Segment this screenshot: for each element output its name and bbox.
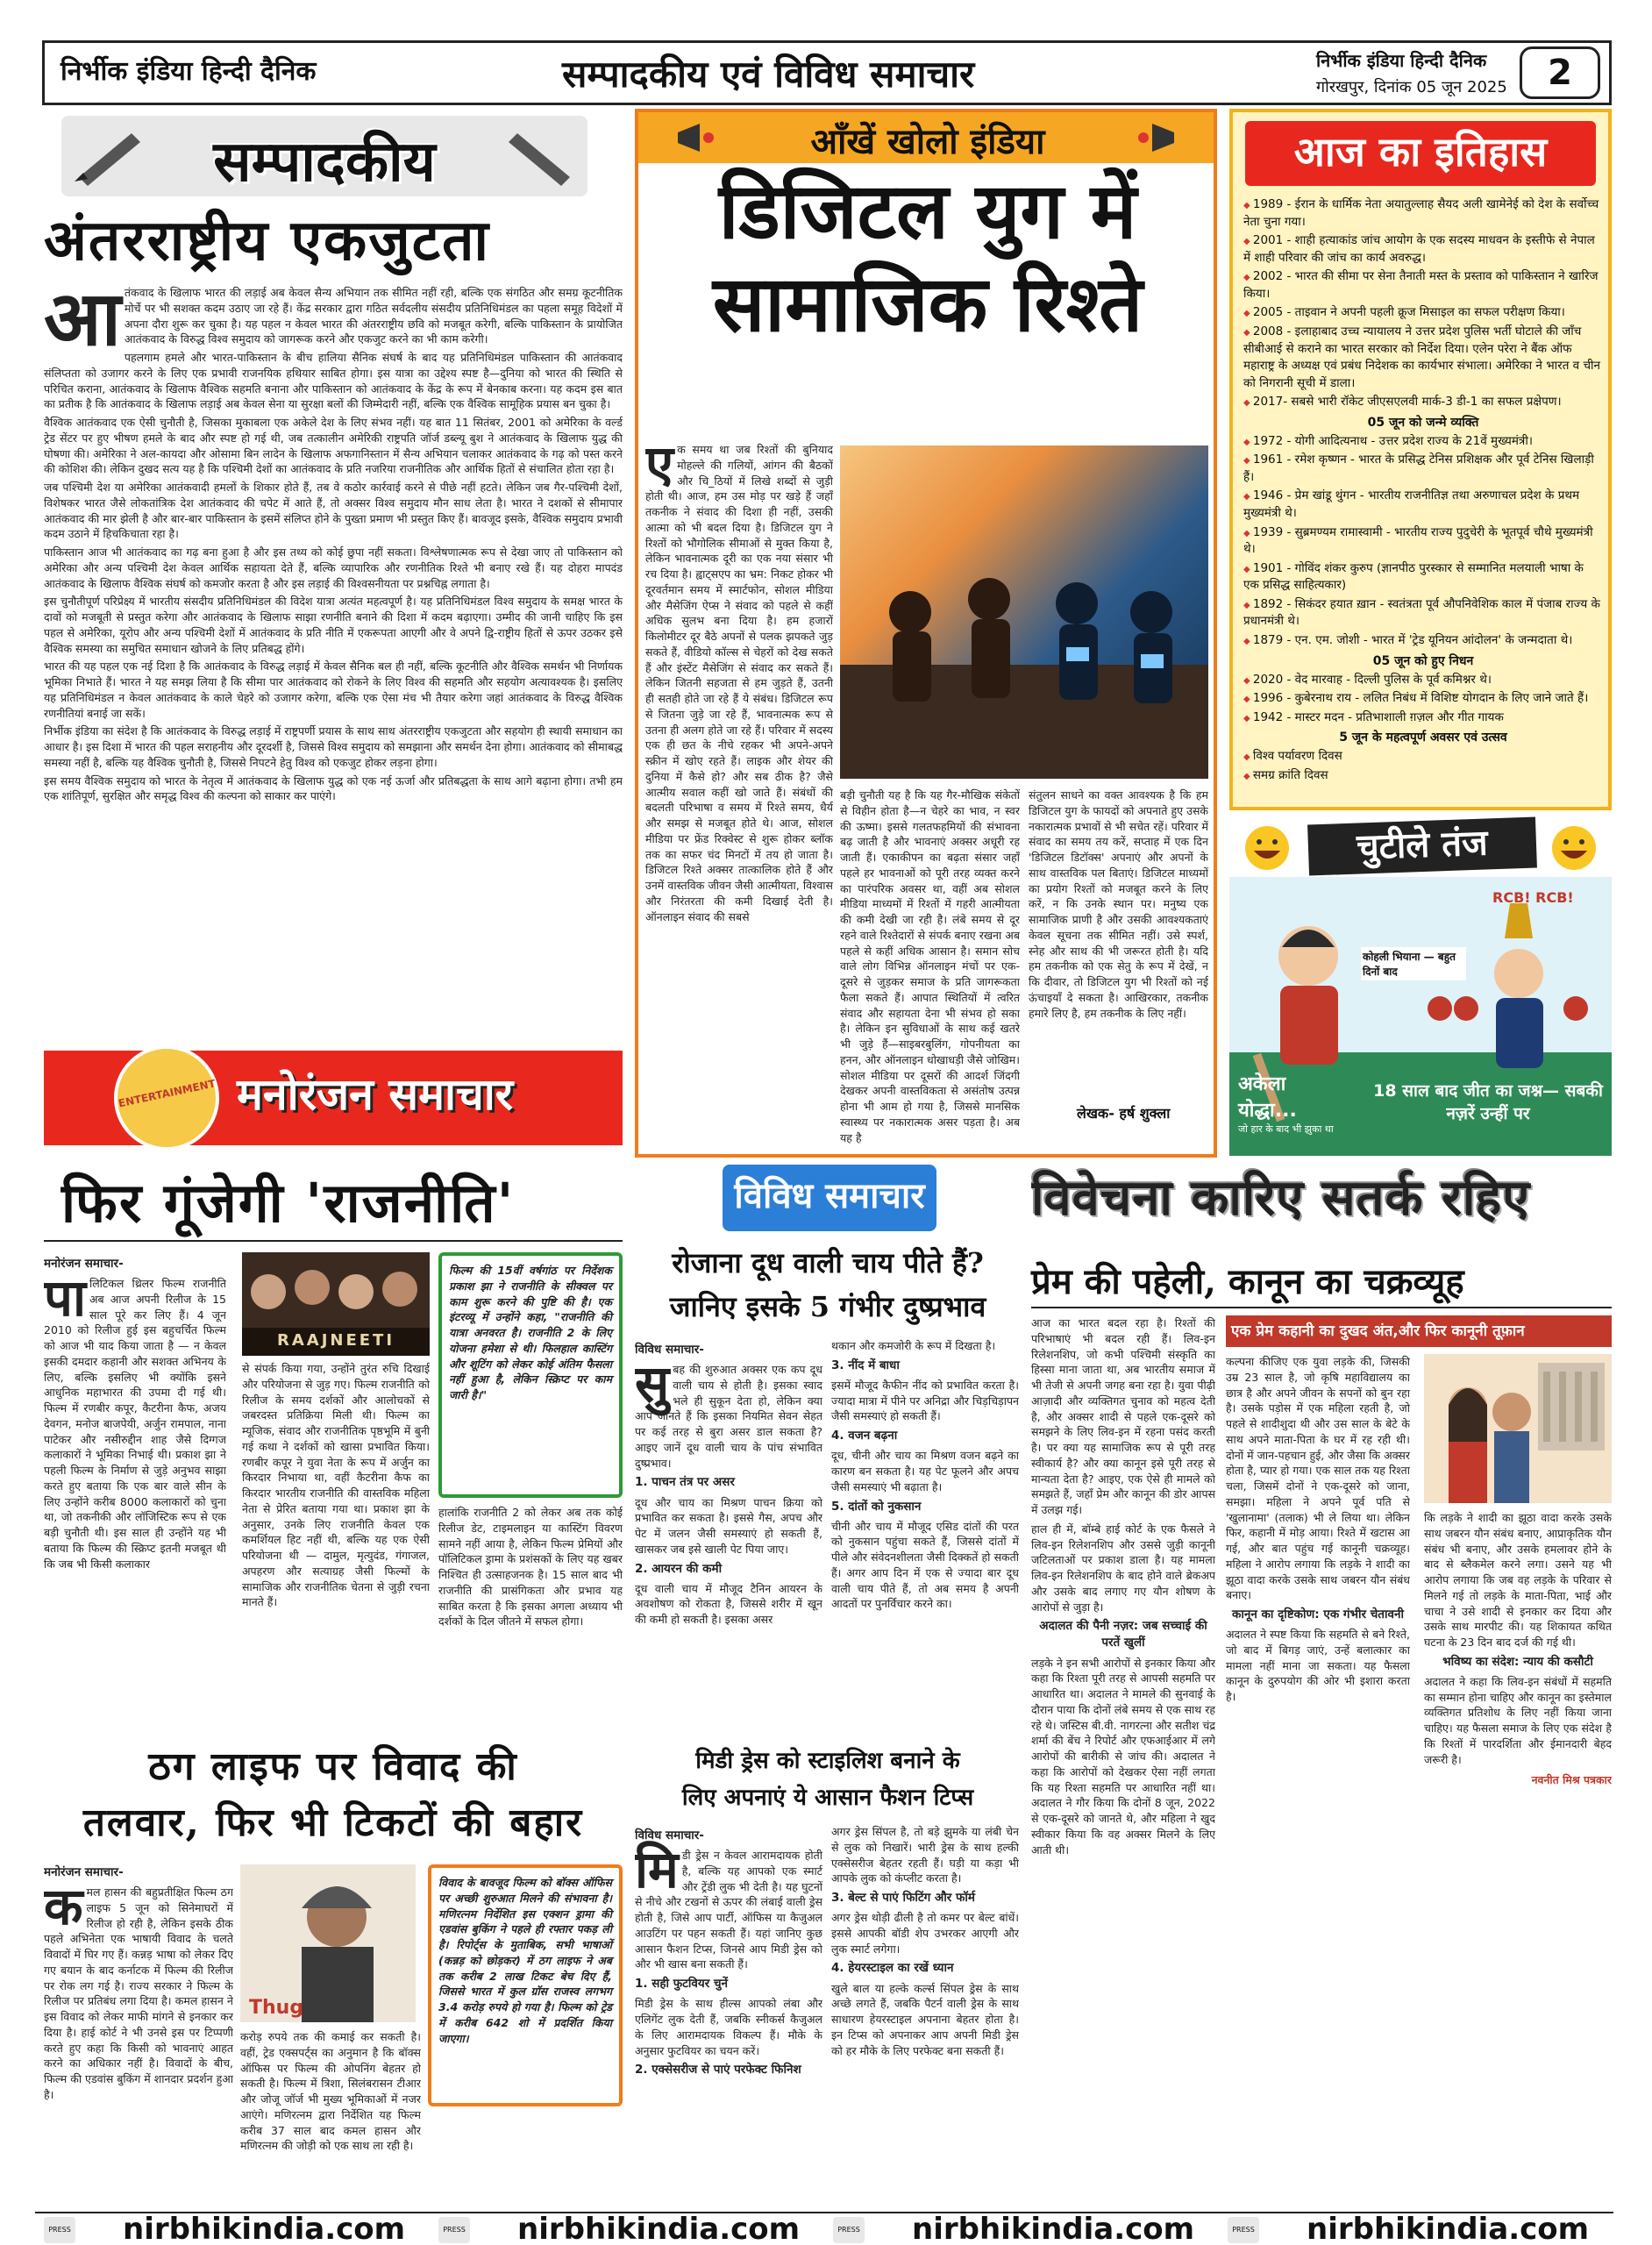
misc-story1-p3: इसमें मौजूद कैफीन नींद को प्रभावित करता है। ज्यादा मात्रा में पीने पर अनिद्रा और चिड़चिड़ापन जैसी समस्याएं हो सकती हैं। — [831, 1378, 1019, 1423]
editorial-dropcap: आ — [44, 285, 121, 363]
feature-title-2: सामाजिक रिश्ते — [712, 258, 1143, 349]
header-left-title: निर्भीक इंडिया हिन्दी दैनिक — [61, 56, 317, 87]
entertainment-badge — [114, 1045, 219, 1151]
misc-story2-p4: खुले बाल या हल्के कर्ल्स सिंपल ड्रेस के साथ अच्छे लगते हैं, जबकि पैटर्न वाली ड्रेस के साथ साधारण हेयरस्टाइल अपनाना बेहतर होता है। इन टिप्स को अपनाकर आप अपनी मिडी ड्रेस को हर मौके के लिए परफेक्ट बना सकती हैं। — [831, 1981, 1019, 2057]
births-heading: 05 जून को जन्मे व्यक्ति — [1367, 415, 1479, 430]
entertainment-banner — [44, 1051, 623, 1145]
misc-story1-h4: 4. वजन बढ़ना — [831, 1429, 898, 1443]
history-title: आज का इतिहास — [1245, 121, 1596, 186]
misc-story2-col1 — [635, 1824, 822, 2210]
misc-story1-col2-text: थकान और कमजोरी के रूप में दिखता है। — [831, 1339, 996, 1352]
editorial-para: इस चुनौतीपूर्ण परिप्रेक्ष्य में भारतीय संसदीय प्रतिनिधिमंडल की विदेश यात्रा अत्यंत महत्वपूर्ण है। यह प्रतिनिधिमंडल विश्व समुदाय के समक्ष भारत के दावों को मजबूती से प्रस्तुत करेगा और आतंकवाद के खिलाफ साझा रणनीति बनाने की दिशा में कदम बढ़ाएगा। उम्मीद की जानी चाहिए कि इस पहल से अमेरिका, यूरोप और अन्य पश्चिमी देशों में आतंकवाद के प्रति नीति में एकरूपता आएगी और वे अपने द्वि-राष्ट्रीय हितों से ऊपर उठकर इसे वैश्विक समस्या का समुचित समाधान खोजने के लिए प्रतिबद्ध होंगे। — [44, 595, 623, 655]
history-death: ◆ 2020 - वेद मारवाह - दिल्ली पुलिस के पूर्व कमिश्नर थे। — [1243, 672, 1603, 689]
thug-life-poster — [240, 1864, 416, 2022]
history-event: ◆ 2017- सबसे भारी रॉकेट जीएसएलवी मार्क-3 डी-1 का सफल प्रक्षेपण। — [1243, 394, 1603, 411]
history-event: ◆ 2002 - भारत की सीमा पर सेना तैनाती मस्त के प्रस्ताव को पाकिस्तान ने खारिज किया। — [1243, 268, 1603, 303]
misc-story2-text: डी ड्रेस न केवल आरामदायक होती है, बल्कि यह आपको एक स्मार्ट और ट्रेंडी लुक भी देती है। यह घुटनों से नीचे और टखनों से ऊपर की लंबाई वाली ड्रेस होती है, जिसे आप पार्टी, ऑफिस या कैजुअल आउटिंग पर पहन सकती हैं। यहां जानिए कुछ आसान फैशन टिप्स, जिनसे आप मिडी ड्रेस को और भी खास बना सकती हैं। — [635, 1849, 822, 1971]
ent-story1-title: फिर गूंजेगी 'राजनीति' — [61, 1171, 516, 1235]
law-banner: विवेचना कारिए सतर्क रहिए — [1031, 1163, 1612, 1242]
people-silhouette-icon — [840, 445, 1208, 779]
couple-court-icon — [1424, 1354, 1612, 1503]
misc-story2-h3: 3. बेल्ट से पाएं फिटिंग और फॉर्म — [831, 1891, 975, 1905]
misc-story2-h4: 4. हेयरस्टाइल का रखें ध्यान — [831, 1961, 954, 1976]
footer-url[interactable]: nirbhikindia.com — [1307, 2212, 1590, 2245]
history-birth: ◆ 1972 - योगी आदित्यनाथ - उत्तर प्रदेश राज्य के 21वें मुख्यमंत्री। — [1243, 433, 1603, 451]
ent-story2-quote: विवाद के बावजूद फिल्म को बॉक्स ऑफिस पर अच्छी शुरुआत मिलने की संभावना है। मणिरत्नम निर्देशित इस एक्शन ड्रामा की एडवांस बुकिंग ने पहले ही रफ्तार पकड़ ली है। रिपोर्ट्स के मुताबिक, सभी भाषाओं (कन्नड़ को छोड़कर) में ठग लाइफ ने अब तक करीब 2 लाख टिकट बेच दिए हैं, जिससे भारत में कुल ग्रॉस राजस्व लगभग 3.4 करोड़ रुपये हो गया है। फिल्म को ट्रेड में करीब 642 शो में प्रदर्शित किया जाएगा। — [428, 1864, 623, 2106]
laughing-emoji-icon — [1243, 824, 1291, 872]
feature-kicker: आँखें खोलो इंडिया — [810, 121, 1045, 162]
history-event: ◆ 2008 - इलाहाबाद उच्च न्यायालय ने उत्तर प्रदेश पुलिस भर्ती घोटाले की जाँच सीबीआई से कराने का भारत सरकार को निर्देश दिया। एलेन परेरा ने बैंक ऑफ महाराष्ट्र के अध्यक्ष एवं प्रबंध निदेशक का कार्यभार संभाला। अमेरिका ने भारत व चीन को निगरानी सूची में डाला। — [1243, 324, 1603, 392]
history-event: ◆ 2005 - ताइवान ने अपनी पहली क्रूज मिसाइल का सफल परीक्षण किया। — [1243, 304, 1603, 322]
feature-col1 — [645, 442, 833, 1144]
misc-story1-text: बह की शुरुआत अक्सर एक कप दूध वाली चाय से होती है। इसका स्वाद भले ही सुकून देता हो, लेकिन क्या आप जानते हैं कि इसका नियमित सेवन सेहत पर कई तरह से बुरा असर डाल सकता है? आइए जानें दूध वाली चाय के पांच संभावित दुष्प्रभाव। — [635, 1363, 822, 1470]
observances-heading: 5 जून के महत्वपूर्ण अवसर एवं उत्सव — [1339, 731, 1507, 745]
editorial-para: जब पश्चिमी देश या अमेरिका आतंकवादी हमलों के शिकार होते हैं, तब वे कठोर कार्रवाई करने से पीछे नहीं हटते। लेकिन जब गैर-पश्चिमी देशों, विशेषकर भारत जैसे लोकतांत्रिक देश आतंकवाद की चपेट में आते हैं, तो अक्सर विश्व समुदाय मौन साध लेता है। भारत ने दशकों से सीमापार आतंकवाद की मार झेली है और बार-बार पाकिस्तान के इसमें संलिप्त होने के पुख्ता प्रमाण भी प्रस्तुत किए हैं। बावजूद इसके, वैश्विक समुदाय प्रभावी कदम उठाने में हिचकिचाता रहा है। — [44, 481, 623, 541]
history-birth: ◆ 1961 - रमेश कृष्णन - भारत के प्रसिद्ध टेनिस प्रशिक्षक और पूर्व टेनिस खिलाड़ी हैं। — [1243, 452, 1603, 486]
page-header — [42, 40, 1612, 105]
law-col4-heading: भविष्य का संदेश: न्याय की कसौटी — [1442, 1654, 1593, 1669]
history-event: ◆ 1989 - ईरान के धार्मिक नेता अयातुल्लाह सैयद अली खामेनेई को देश के सर्वोच्च नेता चुना गया। — [1243, 196, 1603, 231]
footer-url[interactable]: nirbhikindia.com — [517, 2212, 801, 2245]
editorial-title: अंतरराष्ट्रीय एकजुटता — [44, 208, 491, 274]
misc-story2-h2: 2. एक्सेसरीज से पाएं परफेक्ट फिनिश — [635, 2063, 801, 2078]
history-observance: ◆ विश्व पर्यावरण दिवस — [1243, 748, 1603, 766]
ent-story2-col2: करोड़ रुपये तक की कमाई कर सकती है। वहीं, ट्रेड एक्सपर्ट्स का अनुमान है कि बॉक्स ऑफिस पर फिल्म की ओपनिंग बेहतर हो सकती है। फिल्म में त्रिशा, सिलंबरासन टीआर और जोजू जॉर्ज भी मुख्य भूमिकाओं में नजर आएंगे। मणिरत्नम द्वारा निर्देशित यह फिल्म करीब 37 साल बाद कमल हासन और मणिरत्नम की जोड़ी को एक साथ ला रही है। — [240, 2030, 421, 2153]
ent-story1-quote: फिल्म की 15वीं वर्षगांठ पर निर्देशक प्रकाश झा ने राजनीति के सीक्वल पर काम शुरू करने की पुष्टि की है। एक इंटरव्यू में उन्होंने कहा, "राजनीति की यात्रा अनवरत है। राजनीति 2 के लिए योजना हमेशा से थी। फिलहाल कास्टिंग और शूटिंग को लेकर कोई अंतिम फैसला नहीं हुआ है, लेकिन स्क्रिप्ट पर काम जारी है।" — [438, 1252, 623, 1498]
feature-col2: बड़ी चुनौती यह है कि यह गैर-मौखिक संकेतों से विहीन होता है—न चेहरे का भाव, न स्वर की ऊष्मा। इससे गलतफहमियों की संभावना बढ़ जाती है और भावनाएं अक्सर अधूरी रह जाती हैं। एकाकीपन का बढ़ता संसार जहाँ पहले हर भावनाओं को पूरी तरह व्यक्त करने का पारंपरिक अवसर था, वहीं अब सोशल मीडिया माध्यमों में रिश्तों में गहरी आत्मीयता की कमी देखी जा रही है। लंबे समय से दूर रहने वाले रिश्तेदारों से संपर्क बनाए रखना अब पहले से कहीं अधिक आसान है। समान सोच वाले लोग विभिन्न ऑनलाइन मंचों पर एक-दूसरे से जुड़कर समाज के प्रति जागरूकता फैला सकते हैं। आपात स्थितियों में त्वरित संवाद और सहायता देना भी संभव हो सका है। लेकिन इन सुविधाओं के साथ कई खतरे भी जुड़े हैं—साइबरबुलिंग, गोपनीयता का हनन, और ऑनलाइन धोखाधड़ी जैसे जोखिम। सोशल मीडिया पर दूसरों की आदर्श जिंदगी देखकर अपनी वास्तविकता से असंतोष उत्पन्न होना भी आम हो गया है, जिससे मानसिक स्वास्थ्य पर नकारात्मक असर पड़ता है। अब यह है — [840, 788, 1020, 1144]
misc-story2-title-1: मिडी ड्रेस को स्टाइलिश बनाने के — [695, 1748, 960, 1774]
divider — [1031, 1307, 1612, 1308]
misc-story1-col1 — [635, 1338, 822, 1715]
ent-story2-title-1: ठग लाइफ पर विवाद की — [148, 1744, 518, 1789]
misc-story2-dropcap: मि — [635, 1840, 679, 1900]
feature-box — [635, 109, 1217, 1158]
editorial-para: निर्भीक इंडिया का संदेश है कि आतंकवाद के विरुद्ध लड़ाई में राष्ट्रपर्णी प्रयास के साथ साथ अंतरराष्ट्रीय एकजुटता और सहयोग ही स्थायी समाधान का आधार है। इस दिशा में भारत की पहल सराहनीय और दूरदर्शी है, जिससे विश्व समुदाय को समझाना और समर्थन देना होगा। आतंकवाद को सीमाबद्ध समस्या नहीं है, बल्कि यह वैश्विक चुनौती है, जिससे निपटने हेतु विश्व को एकजुट होकर लड़ना होगा। — [44, 724, 623, 769]
misc-story2-h1: 1. सही फुटवियर चुनें — [635, 1977, 729, 1992]
law-col3-heading: कानून का दृष्टिकोण: एक गंभीर चेतावनी — [1232, 1607, 1404, 1621]
misc-story1-h1: 1. पाचन तंत्र पर असर — [635, 1475, 735, 1490]
footer-cell — [438, 2212, 801, 2245]
page-number: 2 — [1520, 46, 1600, 99]
misc-story1-col2 — [831, 1338, 1019, 1715]
misc-story1-title-1: रोजाना दूध वाली चाय पीते हैं? — [672, 1246, 984, 1279]
law-col4b-text: अदालत ने कहा कि लिव-इन संबंधों में सहमति का सम्मान होना चाहिए और कानून का इस्तेमाल व्यक्तिगत प्रतिशोध के लिए नहीं किया जाना चाहिए। यह फैसला समाज के लिए एक संदेश है कि रिश्तों में पारदर्शिता और ईमानदारी बेहद जरूरी है। — [1424, 1674, 1612, 1766]
feature-photo-digital-family — [840, 445, 1208, 779]
megaphone-icon — [1135, 119, 1178, 156]
cartoon-caption-small: जो हार के बाद भी झुका था — [1238, 1123, 1334, 1135]
history-death: ◆ 1996 - कुबेरनाथ राय - ललित निबंध में विशिष्ट योगदान के लिए जाने जाते हैं। — [1243, 690, 1603, 708]
ent-story1-byline: मनोरंजन समाचार- — [44, 1257, 124, 1271]
header-right-title: निर्भीक इंडिया हिन्दी दैनिक — [1316, 50, 1487, 71]
editorial-para: पहलगाम हमले और भारत-पाकिस्तान के बीच हालिया सैनिक संघर्ष के बाद यह प्रतिनिधिमंडल पाकिस्तान की आतंकवाद संलिप्तता को उजागर करने के लिए एक प्रभावी राजनयिक हथियार साबित होगा। इस यात्रा का उद्देश्य स्पष्ट है—दुनिया को भारत की स्थिति से परिचित कराना, आतंकवाद के खिलाफ वैश्विक सहमति बनाना और पाकिस्तान को आतंकवाद के केंद्र के रूप में बेनकाब करना। यह कदम इस बात का प्रतीक है कि आतंकवाद के खिलाफ लड़ाई अब केवल सेना या सुरक्षा बलों की जिम्मेदारी नहीं, बल्कि एक वैश्विक सामूहिक प्रयास बन चुका है। — [44, 351, 623, 411]
press-badge: PRESS — [44, 2217, 75, 2243]
feature-dropcap: ए — [645, 442, 674, 494]
megaphone-icon — [673, 119, 717, 156]
editorial-para: इस समय वैश्विक समुदाय को भारत के नेतृत्व में आतंकवाद के खिलाफ युद्ध को एक नई ऊर्जा और प्रतिबद्धता के साथ आगे बढ़ाना होगा। तभी हम एक शांतिपूर्ण, सुरक्षित और समृद्ध विश्व की कल्पना को साकार कर पाएंगे। — [44, 773, 623, 803]
press-badge: PRESS — [833, 2217, 865, 2243]
law-col2-heading: अदालत की पैनी नज़र: जब सच्चाई की परतें खुलीं — [1039, 1619, 1207, 1650]
ent-story1-col2: से संपर्क किया गया, उन्होंने तुरंत रुचि दिखाई और परियोजना से जुड़ गए। फिल्म राजनीति को रिलीज के समय दर्शकों और आलोचकों से जबरदस्त प्रतिक्रिया मिली थी। फिल्म का म्यूजिक, संवाद और राजनीतिक पृष्ठभूमि में बुनी गई कथा ने दर्शकों को खासा प्रभावित किया। रणबीर कपूर ने युवा नेता के रूप में अर्जुन का किरदार निभाया था, वहीं कैटरीना कैफ का किरदार भारतीय राजनीति की वास्तविक महिला नेता से प्रेरित बताया गया था। प्रकाश झा के अनुसार, उनके लिए राजनीति केवल एक कमर्शियल हिट नहीं थी, बल्कि यह एक ऐसी परियोजना थी — दामुल, मृत्युदंड, गंगाजल, अपहरण और सत्याग्रह जैसी फिल्मों के सामाजिक और राजनीतिक चेतना से जुड़ी रचना मानते हैं। — [242, 1362, 430, 1609]
actor-portrait-icon — [240, 1864, 416, 2022]
misc-story1-p2: दूध वाली चाय में मौजूद टैनिन आयरन के अवशोषण को रोकता है, जिससे शरीर में खून की कमी हो सकती है। इसका असर — [635, 1581, 822, 1627]
history-birth: ◆ 1939 - सुब्रमण्यम रामास्वामी - भारतीय राज्य पुदुचेरी के भूतपूर्व चौथे मुख्यमंत्री थे। — [1243, 524, 1603, 559]
pen-hand-icon — [500, 125, 579, 186]
entertainment-banner-title: मनोरंजन समाचार — [237, 1069, 514, 1120]
editorial-para: तंकवाद के खिलाफ भारत की लड़ाई अब केवल सैन्य अभियान तक सीमित नहीं रही, बल्कि एक संगठित और समग्र कूटनीतिक मोर्चे पर भी सशक्त कदम उठाए जा रहे हैं। केंद्र सरकार द्वारा गठित सर्वदलीय संसदीय प्रतिनिधिमंडल का पहला समूह विदेशों में अपना दौरा शुरू कर चुका है। यह पहल न केवल भारत की अंतरराष्ट्रीय छवि को मजबूत करेगी, बल्कि पाकिस्तान के प्रायोजित आतंकवाद के विरुद्ध विश्व समुदाय को जागरूक करने और एकजुट करने का भी काम करेगी। — [124, 286, 623, 346]
feature-author: लेखक- हर्ष शुक्ला — [1077, 1105, 1171, 1122]
divider — [44, 1240, 623, 1242]
law-col3 — [1226, 1354, 1410, 2205]
law-author: नवनीत मिश्र पत्रकार — [1531, 1773, 1612, 1787]
ent-story2-title-2: तलवार, फिर भी टिकटों की बहार — [82, 1800, 584, 1845]
cartoon-caption-left: अकेला योद्धा... — [1238, 1073, 1297, 1122]
editorial-banner — [61, 116, 587, 196]
misc-story2-p1: मिडी ड्रेस के साथ हील्स आपको लंबा और एलिगेंट लुक देती हैं, जबकि स्नीकर्स कैजुअल के लिए आरामदायक विकल्प हैं। मौके के अनुसार फुटवियर का चयन करें। — [635, 1997, 822, 2057]
cartoon-title-bar — [1229, 816, 1612, 877]
history-birth: ◆ 1901 - गोविंद शंकर कुरुप (ज्ञानपीठ पुरस्कार से सम्मानित मलयाली भाषा के एक प्रसिद्ध साहित्यकार) — [1243, 560, 1603, 595]
ent-story2-col1 — [44, 1861, 233, 2207]
law-col4 — [1424, 1510, 1612, 2212]
editorial-para: भारत की यह पहल एक नई दिशा है कि आतंकवाद के विरुद्ध लड़ाई में केवल सैनिक बल ही नहीं, बल्कि कूटनीति और वैश्विक समर्थन भी निर्णायक भूमिका निभाते हैं। भारत ने यह समझ लिया है कि सीमा पार आतंकवाद को रोकने के लिए विश्व की सहमति और सहयोग अत्यावश्यक है। इसलिए यह प्रतिनिधिमंडल न केवल आतंकवाद के काले चेहरे को उजागर करेगा, बल्कि एक ऐसा मंच भी तैयार करेगा जहां आतंकवाद के विरुद्ध वैश्विक रणनीतियां बनाई जा सकें। — [44, 659, 623, 720]
raajneeti-poster — [242, 1252, 430, 1356]
editorial-body — [44, 285, 623, 1035]
law-col2-text: लड़के ने इन सभी आरोपों से इनकार किया और कहा कि रिश्ता पूरी तरह से आपसी सहमति पर आधारित था। अदालत ने मामले की सुनवाई के दौरान पाया कि दोनों लंबे समय से एक साथ रह रहे थे। जस्टिस बी.वी. नागरत्ना और सतीश चंद्र शर्मा की बेंच ने रिपोर्ट और एफआईआर में लगे आरोपों की बारीकी से जांच की। अदालत ने कहा कि आरोपों को देखकर ऐसा नहीं लगता कि यह रिश्ता सहमति पर आधारित नहीं था। अदालत ने गौर किया कि दोनों 8 जून, 2022 से एक-दूसरे को जानते थे, और महिला ने खुद स्वीकार किया कि वह अक्सर मिलने के लिए आती थी। — [1031, 1656, 1215, 1857]
history-birth: ◆ 1946 - प्रेम खांडू थुंगन - भारतीय राजनीतिज्ञ तथा अरुणाचल प्रदेश के प्रथम मुख्यमंत्री थे। — [1243, 488, 1603, 522]
misc-story1-p1: दूध और चाय का मिश्रण पाचन क्रिया को प्रभावित कर सकता है। इससे गैस, अपच और पेट में जलन जैसी समस्याएं हो सकती हैं, खासकर जब इसे खाली पेट पिया जाए। — [635, 1495, 822, 1556]
history-list — [1243, 196, 1603, 786]
feature-title-1: डिजिटल युग में — [718, 165, 1137, 256]
feature-intro: क समय था जब रिश्तों की बुनियाद मोहल्ले की गलियों, आंगन की बैठकों और चि_ठियों में लिखे शब्दों से जुड़ी होती थी। आज, हम उस मोड़ पर खड़े हैं जहाँ तकनीक ने संवाद की दिशा ही नहीं, उसकी आत्मा को भी बदल दिया है। डिजिटल युग ने रिश्तों को भौगोलिक सीमाओं से मुक्त किया है, लेकिन भावनात्मक दूरी का एक नया संसार भी रच दिया है। ह्वाट्सएप का भ्रम: निकट होकर भी दूरवर्तमान समय में स्मार्टफोन, सोशल मीडिया और मैसेजिंग ऐप्स ने संवाद को पहले से कहीं अधिक सुलभ बना दिया है। हम हजारों किलोमीटर दूर बैठे अपनों से पलक झपकते जुड़ सकते हैं, वीडियो कॉल्स से चेहरों को देख सकते हैं और इंस्टेंट मैसेजिंग से संवाद कर सकते हैं। लेकिन जितनी सहजता से हम जुड़ते हैं, उतनी ही सतही होते जा रहे हैं ये संबंध। डिजिटल रूप से जितना जुड़े जा रहे हैं, भावनात्मक रूप से उतना ही अलग होते जा रहे हैं। परिवार में सदस्य एक ही छत के नीचे रहकर भी अपने-अपने स्क्रीन में खोए रहते हैं। लाइक और शेयर की दुनिया में कैसे हो? और सब ठीक है? जैसे आत्मीय सवाल कहीं खो जाते हैं। संबंधों की बदलती परिभाषा व समय में रिश्ते समय, धैर्य और समझ से मजबूत होते थे। आज, सोशल मीडिया पर फ्रेंड रिक्वेस्ट से शुरू होकर ब्लॉक तक का सफर चंद मिनटों में तय हो जाता है। डिजिटल रिश्ते अक्सर तात्कालिक होते हैं और उनमें वास्तविक जीवन जैसी आत्मीयता, विश्वास और निरंतरता की कमी दिखाई देती है। ऑनलाइन संवाद की सबसे — [645, 443, 833, 923]
misc-story2-col2 — [831, 1824, 1019, 2210]
history-death: ◆ 1942 - मास्टर मदन - प्रतिभाशाली ग़ज़ल और गीत गायक — [1243, 709, 1603, 727]
ent-story1-col1 — [44, 1252, 226, 1717]
misc-story1-p5: चीनी और चाय में मौजूद एसिड दांतों की परत को नुकसान पहुंचा सकते हैं, जिससे दांतों में पीले और संवेदनशीलता जैसी दिक्कतें हो सकती हैं। अगर आप दिन में एक से ज्यादा बार दूध वाली चाय पीते हैं, तो अब समय है अपनी आदतों पर पुनर्विचार करने का। — [831, 1519, 1019, 1611]
cartoon-title: चुटीले तंज — [1307, 816, 1537, 875]
law-col1b-text: हाल ही में, बॉम्बे हाई कोर्ट के एक फैसले ने लिव-इन रिलेशनशिप और उससे जुड़ी कानूनी जटिलताओं पर प्रकाश डाला है। यह मामला लिव-इन रिलेशनशिप के बाद होने वाले ब्रेकअप और उसके बाद लगाए गए यौन शोषण के आरोपों से जुड़ा है। — [1031, 1522, 1215, 1614]
history-birth: ◆ 1879 - एन. एम. जोशी - भारत में 'ट्रेड यूनियन आंदोलन' के जन्मदाता थे। — [1243, 632, 1603, 650]
cartoon-label: कोहली भियाना — बहुत दिनों बाद — [1361, 947, 1466, 980]
entertainment-badge-text: ENTERTAINMENT — [117, 1077, 217, 1110]
law-col3-text: कल्पना कीजिए एक युवा लड़के की, जिसकी उम्र 23 साल है, जो कृषि महाविद्यालय का छात्र है और अपने जीवन के सपनों को बुन रहा है। उसके पड़ोस में एक महिला रहती है, जो पहले से शादीशुदा थी और उस साल के बेटे के साथ अपने माता-पिता के घर में रह रही थी। दोनों में जान-पहचान हुई, और जैसा कि अक्सर होता है, प्यार हो गया। एक साल तक यह रिश्ता चला, जिसमें दोनों ने एक-दूसरे को जाना, समझा। महिला ने अपने पूर्व पति से 'खुलानामा' (तलाक) भी ले लिया था। लेकिन फिर, कहानी में मोड़ आया। रिश्ते में खटास आ गई, और बात पहुंच गई कानूनी चक्रव्यूह। महिला ने आरोप लगाया कि लड़के ने शादी का झूठा वादा करके उसके साथ जबरन यौन संबंध बनाए। — [1226, 1355, 1410, 1602]
press-badge: PRESS — [438, 2217, 470, 2243]
law-col4-text: कि लड़के ने शादी का झूठा वादा करके उसके साथ जबरन यौन संबंध बनाए, आप्राकृतिक यौन संबंध भी बनाए, और उसके हमलावर होने के बाद से ब्लैकमेल करने लगा। उसने यह भी आरोप लगाया कि जब वह लड़के के परिवार से मिलने गई तो लड़के के माता-पिता, भाई और चाचा ने उसे शादी से इनकार कर दिया और उसके साथ मारपीट की। यह शिकायत कथित घटना के 23 दिन बाद दर्ज की गई थी। — [1424, 1511, 1612, 1649]
law-subhead: एक प्रेम कहानी का दुखद अंत,और फिर कानूनी तूफ़ान — [1226, 1315, 1612, 1347]
svg-text:Thug: Thug — [249, 1997, 304, 2019]
misc-story1-dropcap: सु — [635, 1354, 670, 1415]
footer-url[interactable]: nirbhikindia.com — [912, 2212, 1195, 2245]
editorial-para: पाकिस्तान आज भी आतंकवाद का गढ़ बना हुआ है और इस तथ्य को कोई छुपा नहीं सकता। विश्लेषणात्मक रूप से देखा जाए तो पाकिस्तान को अमेरिका और अन्य पश्चिमी देश केवल आर्थिक सहायता देते हैं, बल्कि व्यापारिक और रणनीतिक रिश्ते भी बनाए रखे हैं। यह दोहरा मापदंड आतंकवाद के खिलाफ वैश्विक संघर्ष को कमजोर करता है और इस लड़ाई की विश्वसनीयता पर प्रश्नचिह्न लगाता है। — [44, 545, 623, 590]
law-col1 — [1031, 1315, 1215, 2210]
law-title: प्रेम की पहेली, कानून का चक्रव्यूह — [1031, 1261, 1464, 1302]
ent-story2-text: मल हासन की बहुप्रतीक्षित फिल्म ठग लाइफ 5 जून को सिनेमाघरों में रिलीज हो रही है, लेकिन इसके ठीक पहले अभिनेता एक भाषायी विवाद के चलते विवादों में घिर गए हैं। कन्नड़ भाषा को लेकर दिए गए बयान के बाद कर्नाटक में फिल्म की रिलीज पर रोक लग गई है। राज्य सरकार ने फिल्म के रिलीज पर प्रतिबंध लगा दिया है। कमल हासन ने इस विवाद को लेकर माफी मांगने से इनकार कर दिया है। हाई कोर्ट ने भी उनसे इस पर टिप्पणी करते हुए कहा कि किसी को भावनाएं आहत करने का अधिकार नहीं है। विवादों के बीच, फिल्म की एडवांस बुकिंग में शानदार प्रदर्शन हुआ है। — [44, 1885, 233, 2101]
footer-cell — [833, 2212, 1195, 2245]
writing-hand-icon — [70, 125, 149, 186]
footer-cell — [1228, 2212, 1613, 2245]
feature-col3: संतुलन साधने का वक्त आवश्यक है कि हम डिजिटल युग के फायदों को अपनाते हुए उसके नकारात्मक प्रभावों से भी सचेत रहें। परिवार में संवाद का समय तय करें, सप्ताह में एक दिन 'डिजिटल डिटॉक्स' अपनाएं और अपनों के साथ वास्तविक पल बिताएं। डिजिटल माध्यमों का प्रयोग रिश्तों को मजबूत करने के लिए करें, न कि उनके स्थान पर। मनुष्य एक सामाजिक प्राणी है और उसकी आवश्यकताएं केवल सूचना तक सीमित नहीं। उसे स्पर्श, स्नेह और साथ की भी जरूरत होती है। यदि हम तकनीक को एक सेतु के रूप में देखें, न कि दीवार, तो डिजिटल युग भी रिश्तों को नई ऊंचाइयाँ दे सकता है। आखिरकार, तकनीक हमारे लिए है, हम तकनीक के लिए नहीं। — [1029, 788, 1208, 1020]
editorial-label: सम्पादकीय — [213, 130, 436, 195]
footer-cell — [44, 2212, 406, 2245]
misc-story2-title-2: लिए अपनाएं ये आसान फैशन टिप्स — [681, 1785, 974, 1811]
misc-story1-p4: दूध, चीनी और चाय का मिश्रण वजन बढ़ने का कारण बन सकता है। यह पेट फूलने और अपच जैसी समस्याएं भी बढ़ाता है। — [831, 1449, 1019, 1493]
ent-story2-dropcap: क — [44, 1877, 83, 1937]
raajneeti-poster-title: RAAJNEETI — [276, 1331, 395, 1350]
law-col3b-text: अदालत ने स्पष्ट किया कि सहमति से बने रिश्ते, जो बाद में बिगड़ जाएं, उन्हें बलात्कार का मामला नहीं माना जा सकता। यह फैसला कानून के दुरुपयोग की ओर भी इशारा करता है। — [1226, 1628, 1410, 1704]
misc-story2-col2-text: अगर ड्रेस सिंपल है, तो बड़े झुमके या लंबी चेन से लुक को निखारें। भारी ड्रेस के साथ हल्की एक्सेसरीज बेहतर रहती हैं। घड़ी या कड़ा भी आपके लुक को कंप्लीट करता है। — [831, 1825, 1019, 1885]
law-illustration — [1424, 1354, 1612, 1503]
laughing-emoji-icon — [1550, 824, 1598, 872]
misc-story2-byline: विविध समाचार- — [635, 1828, 704, 1842]
law-col1-text: आज का भारत बदल रहा है। रिश्तों की परिभाषाएं भी बदल रही हैं। लिव-इन रिलेशनशिप, जो कभी पश्चिमी संस्कृति का हिस्सा माना जाता था, अब भारतीय समाज में भी तेजी से अपनी जगह बना रहा है। युवा पीढ़ी आज़ादी और व्यक्तिगत चुनाव को महत्व देती है, और अक्सर शादी से पहले एक-दूसरे को समझने के लिए लिव-इन में रहना पसंद करती है। पर क्या यह सामाजिक रूप से पूरी तरह स्वीकार्य है? और क्या कानून इसे पूरी तरह से मान्यता देता है? आइए, एक ऐसे ही मामले को समझते हैं, जहाँ प्रेम और कानून की डोर आपस में उलझ गई। — [1031, 1316, 1215, 1516]
cartoon-crowd-text: RCB! RCB! — [1492, 889, 1574, 906]
misc-story1-h2: 2. आयरन की कमी — [635, 1561, 723, 1576]
cartoon-caption-right: 18 साल बाद जीत का जश्न— सबकी नज़रें उन्हीं पर — [1373, 1081, 1603, 1123]
ent-story1-text: लिटिकल थ्रिलर फिल्म राजनीति अब आज अपनी रिलीज के 15 साल पूरे कर लिए हैं। 4 जून 2010 को रिलीज हुई इस बहुचर्चित फिल्म को आज भी याद किया जाता है — न केवल इसकी दमदार कहानी और सशक्त अभिनय के लिए, बल्कि इसलिए भी क्योंकि इसने आधुनिक महाभारत की उपमा दी गई थी। फिल्म में रणबीर कपूर, कैटरीना कैफ, अजय देवगन, मनोज बाजपेयी, अर्जुन रामपाल, नाना पाटेकर और नसीरुद्दीन शाह जैसे दिग्गज कलाकारों ने भूमिका निभाई थी। प्रकाश झा ने पहली फिल्म के निर्माण से जुड़े अनुभव साझा करते हुए बताया कि एक बार वाले सीन के लिए उन्होंने करीब 8000 कलाकारों को चुना था, जो तकनीकी और लॉजिस्टिक रूप से एक बड़ी चुनौती थी। इस साल ही उन्होंने यह भी बताया कि फिल्म की स्क्रिप्ट इतनी मजबूत थी कि जब भी किसी कलाकार — [44, 1277, 226, 1571]
misc-story2-p3: अगर ड्रेस थोड़ी ढीली है तो कमर पर बेल्ट बांधें। इससे आपकी बॉडी शेप उभरकर आएगी और लुक स्मार्ट लगेगा। — [831, 1911, 1019, 1956]
ent-story1-dropcap: पा — [44, 1268, 86, 1329]
ent-story2-byline: मनोरंजन समाचार- — [44, 1865, 124, 1879]
history-birth: ◆ 1892 - सिकंदर हयात ख़ान - स्वतंत्रता पूर्व औपनिवेशिक काल में पंजाब राज्य के प्रधानमंत्री थे। — [1243, 596, 1603, 631]
press-badge: PRESS — [1228, 2217, 1259, 2243]
header-dateline: गोरखपुर, दिनांक 05 जून 2025 — [1316, 78, 1507, 96]
history-box — [1229, 109, 1612, 810]
misc-story1-byline: विविध समाचार- — [635, 1343, 704, 1357]
deaths-heading: 05 जून को हुए निधन — [1372, 653, 1474, 668]
cartoon-panel — [1229, 816, 1612, 1156]
history-event: ◆ 2001 - शाही हत्याकांड जांच आयोग के एक सदस्य माधवन के इस्तीफे से नेपाल में शाही परिवार की जांच का कार्य अवरुद्ध। — [1243, 232, 1603, 267]
misc-banner: विविध समाचार — [723, 1165, 936, 1231]
misc-story1-title-2: जानिए इसके 5 गंभीर दुष्प्रभाव — [669, 1290, 986, 1323]
misc-story1-h5: 5. दांतों को नुकसान — [831, 1499, 922, 1514]
editorial-para: वैश्विक आतंकवाद एक ऐसी चुनौती है, जिसका मुकाबला एक अकेले देश के लिए संभव नहीं। यह बात 11 सितंबर, 2001 को अमेरिका के वर्ल्ड ट्रेड सेंटर पर हुए भीषण हमले के बाद और स्पष्ट हो गई थी, जब तत्कालीन अमेरिकी राष्ट्रपति जॉर्ज डब्ल्यू बुश ने आतंकवाद के खिलाफ युद्ध की घोषणा की। अमेरिका ने अल-कायदा और ओसामा बिन लादेन के खिलाफ अफगानिस्तान में सैन्य अभियान चलाकर आतंकवाद के गढ़ को पस्त करने की कोशिश की। लेकिन दुखद सत्य यह है कि पश्चिमी देशों का आतंकवाद के प्रति नजरिया राजनीतिक और आर्थिक हितों से संचालित होता रहा है। — [44, 416, 623, 476]
history-observance: ◆ समग्र क्रांति दिवस — [1243, 767, 1603, 785]
header-center-title: सम्पादकीय एवं विविध समाचार — [562, 53, 975, 96]
footer-url[interactable]: nirbhikindia.com — [123, 2212, 406, 2245]
ent-story1-col3: हालांकि राजनीति 2 को लेकर अब तक कोई रिलीज डेट, टाइमलाइन या कास्टिंग विवरण सामने नहीं आया है, लेकिन फिल्म प्रेमियों और पॉलिटिकल ड्रामा के प्रशंसकों के लिए यह खबर निश्चित ही उत्साहजनक है। 15 साल बाद भी राजनीति की प्रासंगिकता और प्रभाव यह साबित करता है कि इसका अगला अध्याय भी दर्शकों के दिल जीतने में सफल होगा। — [438, 1506, 623, 1629]
feature-kicker-bar — [638, 112, 1214, 163]
misc-story1-h3: 3. नींद में बाधा — [831, 1358, 900, 1372]
